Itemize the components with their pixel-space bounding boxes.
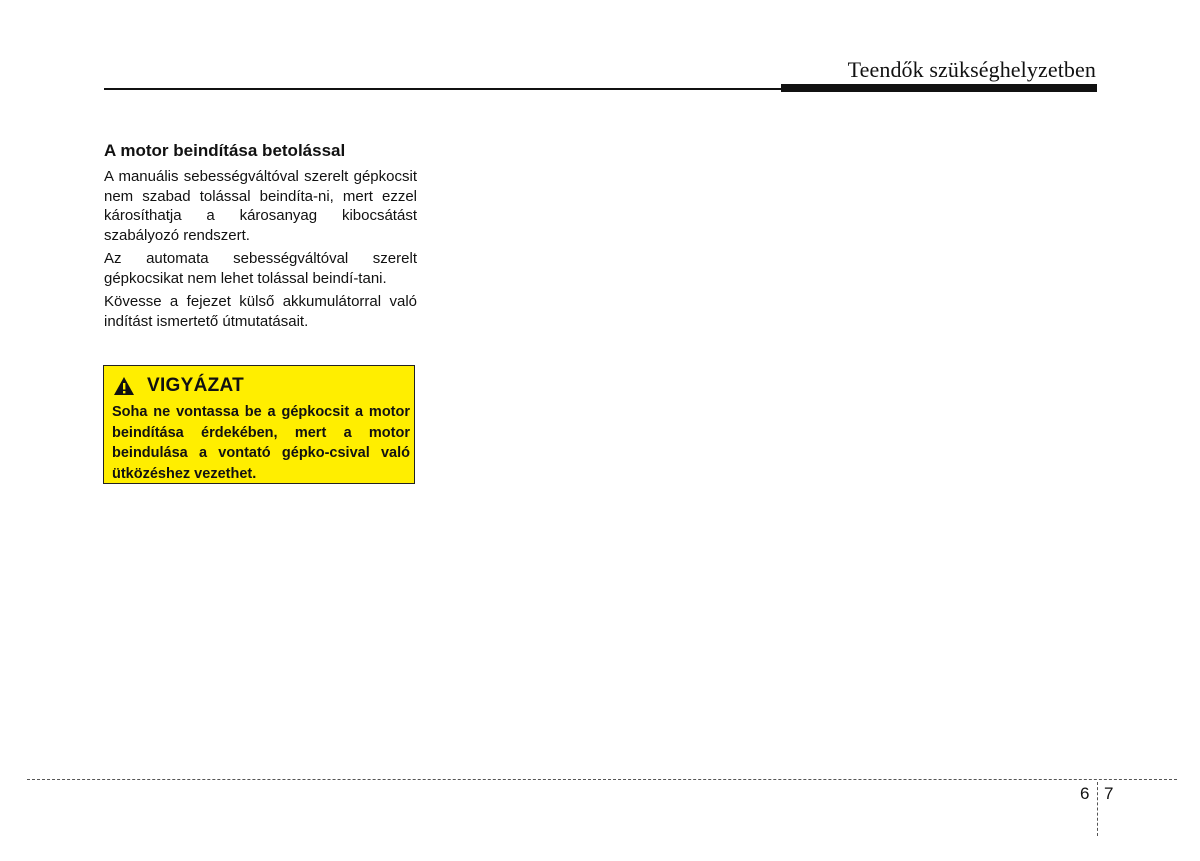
footer-divider (27, 779, 1177, 780)
paragraph: A manuális sebességváltóval szerelt gépkocsit nem szabad tolással beindíta-ni, mert ezzel károsíthatja a károsanyag kibocsátást szabályozó rendszert. (104, 168, 417, 244)
header-rule-thin (104, 88, 782, 90)
paragraph: Kövesse a fejezet külső akkumulátorral való indítást ismertető útmutatásait. (104, 293, 417, 330)
page-number-divider (1097, 782, 1098, 836)
warning-title: VIGYÁZAT (147, 375, 245, 396)
section-content (104, 140, 417, 335)
section-heading: A motor beindítása betolással (104, 141, 346, 160)
warning-triangle-icon (113, 376, 135, 396)
chapter-number: 6 (1080, 784, 1090, 803)
paragraph: Az automata sebességváltóval szerelt gépkocsikat nem lehet tolással beindí-tani. (104, 250, 417, 287)
page-number: 7 (1104, 784, 1114, 803)
header-rule-thick (781, 84, 1097, 92)
warning-box (103, 365, 415, 484)
warning-header (113, 375, 244, 397)
warning-text: Soha ne vontassa be a gépkocsit a motor beindítása érdekében, mert a motor beindulása a vontató gépko-csival való ütközéshez vezethet. (112, 404, 410, 482)
page-header-title: Teendők szükséghelyzetben (847, 57, 1096, 82)
